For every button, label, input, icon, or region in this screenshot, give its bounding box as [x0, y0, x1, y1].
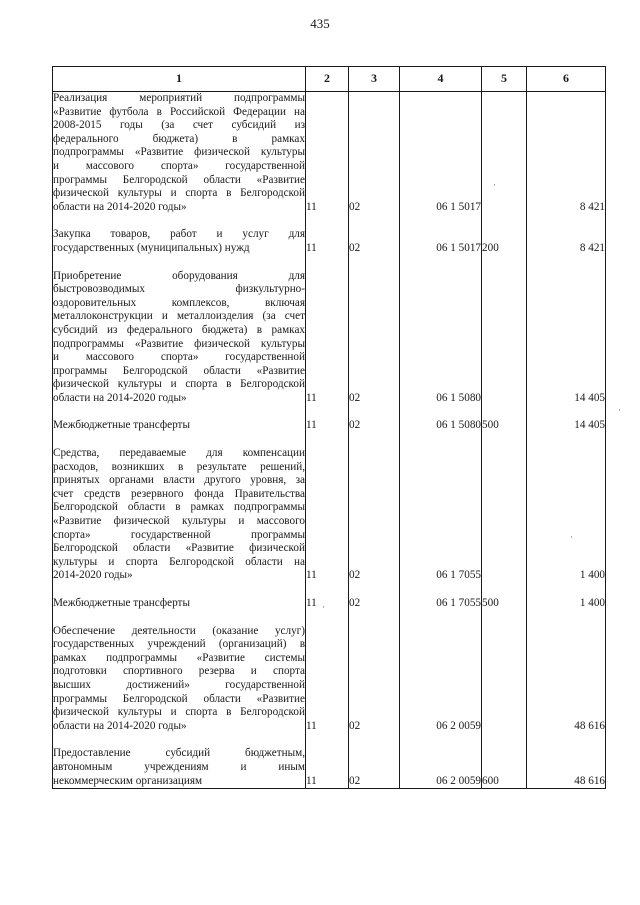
description-line: и массового спорта» государственной — [53, 351, 305, 364]
description-line: подготовки спортивного резерва и спорта — [53, 665, 305, 678]
budget-table — [52, 66, 606, 789]
description-line: счет средств резервного фонда Правительства — [53, 487, 305, 500]
description-line: 2014-2020 годы» — [53, 569, 133, 582]
expense-type-code: 600 — [482, 733, 527, 788]
row-description — [53, 583, 306, 611]
description-line: Белгородской области в рамках подпрограммы — [53, 501, 305, 514]
table-row — [53, 92, 606, 215]
expense-type-code: 500 — [482, 405, 527, 433]
description-line: Реализация мероприятий подпрограммы — [53, 92, 305, 104]
target-article-code: 06 2 0059 — [400, 733, 482, 788]
expense-type-code: 200 — [482, 214, 527, 255]
section-code: 11 — [306, 92, 349, 215]
description-line: физической культуры и спорта в Белгородской — [53, 378, 305, 391]
description-line: программы Белгородской области «Развитие — [53, 364, 305, 377]
description-line: Межбюджетные трансферты — [53, 597, 190, 609]
description-line: высших достижений» государственной — [53, 678, 305, 691]
amount: 8 421 — [527, 214, 606, 255]
subsection-code: 02 — [349, 405, 400, 433]
expense-type-code — [482, 611, 527, 734]
description-line: государственных (муниципальных) нужд — [53, 241, 250, 254]
amount: 48 616 — [527, 733, 606, 788]
page-number: 435 — [310, 16, 330, 31]
description-line: области на 2014-2020 годы» — [53, 200, 187, 213]
section-code: 11 — [306, 214, 349, 255]
description-line: Закупка товаров, работ и услуг для — [53, 228, 305, 241]
description-line: «Развитие физической культуры и массового — [53, 515, 305, 528]
section-code: 11 — [306, 256, 349, 406]
description-line: государственных учреждений (организаций) в — [53, 638, 305, 651]
table-row — [53, 405, 606, 433]
amount: 48 616 — [527, 611, 606, 734]
description-line: и массового спорта» государственной — [53, 159, 305, 172]
header-col-5: 5 — [482, 67, 527, 92]
amount: 8 421 — [527, 92, 606, 215]
description-line: программы Белгородской области «Развитие — [53, 173, 305, 186]
amount: 1 400 — [527, 583, 606, 611]
target-article-code: 06 2 0059 — [400, 611, 482, 734]
description-line: Белгородской области «Развитие физической — [53, 542, 305, 555]
row-description — [53, 733, 306, 788]
amount: 14 405 — [527, 256, 606, 406]
description-line: федерального бюджета) в рамках — [53, 132, 305, 145]
description-line: подпрограммы «Развитие физической культуры — [53, 146, 305, 159]
row-description — [53, 214, 306, 255]
header-col-6: 6 — [527, 67, 606, 92]
description-line: Средства, передаваемые для компенсации — [53, 447, 305, 460]
subsection-code: 02 — [349, 611, 400, 734]
description-line: «Развитие футбола в Российской Федерации на — [53, 105, 305, 118]
row-description — [53, 433, 306, 583]
header-col-4: 4 — [400, 67, 482, 92]
description-line: металлоконструкции и металлоизделия (за счет — [53, 310, 305, 323]
expense-type-code: 500 — [482, 583, 527, 611]
section-code: 11 — [306, 433, 349, 583]
table-row — [53, 433, 606, 583]
description-line: рамках подпрограммы «Развитие системы — [53, 651, 305, 664]
scan-speck: · — [493, 180, 496, 190]
description-line: оздоровительных комплексов, включая — [53, 296, 305, 309]
description-line: подпрограммы «Развитие физической культуры — [53, 337, 305, 350]
description-line: Приобретение оборудования для — [53, 269, 305, 282]
description-line: Межбюджетные трансферты — [53, 419, 190, 432]
description-line: субсидий из федерального бюджета) в рамках — [53, 323, 305, 336]
description-line: некоммерческим организациям — [53, 774, 203, 787]
row-description — [53, 405, 306, 433]
description-line: программы Белгородской области «Развитие — [53, 692, 305, 705]
description-line: Обеспечение деятельности (оказание услуг) — [53, 624, 305, 637]
row-description — [53, 611, 306, 734]
header-col-2: 2 — [306, 67, 349, 92]
description-line: спорта» государственной программы — [53, 528, 305, 541]
target-article-code: 06 1 7055 — [400, 583, 482, 611]
row-description — [53, 256, 306, 406]
description-line: физической культуры и спорта в Белгородской — [53, 706, 305, 719]
scan-speck: · — [570, 532, 573, 542]
description-line: физической культуры и спорта в Белгородской — [53, 187, 305, 200]
description-line: 2008-2015 годы (за счет субсидий из — [53, 119, 305, 132]
description-line: культуры и спорта Белгородской области на — [53, 555, 305, 568]
table-row — [53, 611, 606, 734]
table-row — [53, 256, 606, 406]
subsection-code: 02 — [349, 733, 400, 788]
subsection-code: 02 — [349, 214, 400, 255]
section-code: 11 — [306, 583, 349, 611]
section-code: 11 — [306, 405, 349, 433]
table-header-row — [53, 67, 606, 92]
amount: 1 400 — [527, 433, 606, 583]
expense-type-code — [482, 256, 527, 406]
header-col-3: 3 — [349, 67, 400, 92]
header-col-1: 1 — [53, 67, 306, 92]
target-article-code: 06 1 7055 — [400, 433, 482, 583]
table-row — [53, 583, 606, 611]
subsection-code: 02 — [349, 583, 400, 611]
description-line: принятых органами власти другого уровня, за — [53, 474, 305, 487]
description-line: автономным учреждениям и иным — [53, 760, 305, 773]
target-article-code: 06 1 5017 — [400, 92, 482, 215]
scan-speck: · — [618, 405, 621, 415]
subsection-code: 02 — [349, 256, 400, 406]
description-line: Предоставление субсидий бюджетным, — [53, 747, 305, 760]
subsection-code: 02 — [349, 433, 400, 583]
row-description — [53, 92, 306, 215]
scan-speck: · — [322, 602, 325, 612]
section-code: 11 — [306, 733, 349, 788]
description-line: быстровозводимых физкультурно- — [53, 283, 305, 296]
target-article-code: 06 1 5080 — [400, 405, 482, 433]
table-row — [53, 733, 606, 788]
table-row — [53, 214, 606, 255]
target-article-code: 06 1 5017 — [400, 214, 482, 255]
description-line: области на 2014-2020 годы» — [53, 719, 187, 732]
amount: 14 405 — [527, 405, 606, 433]
description-line: расходов, возникших в результате решений, — [53, 460, 305, 473]
section-code: 11 — [306, 611, 349, 734]
target-article-code: 06 1 5080 — [400, 256, 482, 406]
description-line: области на 2014-2020 годы» — [53, 391, 187, 404]
expense-type-code — [482, 433, 527, 583]
expense-type-code — [482, 92, 527, 215]
subsection-code: 02 — [349, 92, 400, 215]
